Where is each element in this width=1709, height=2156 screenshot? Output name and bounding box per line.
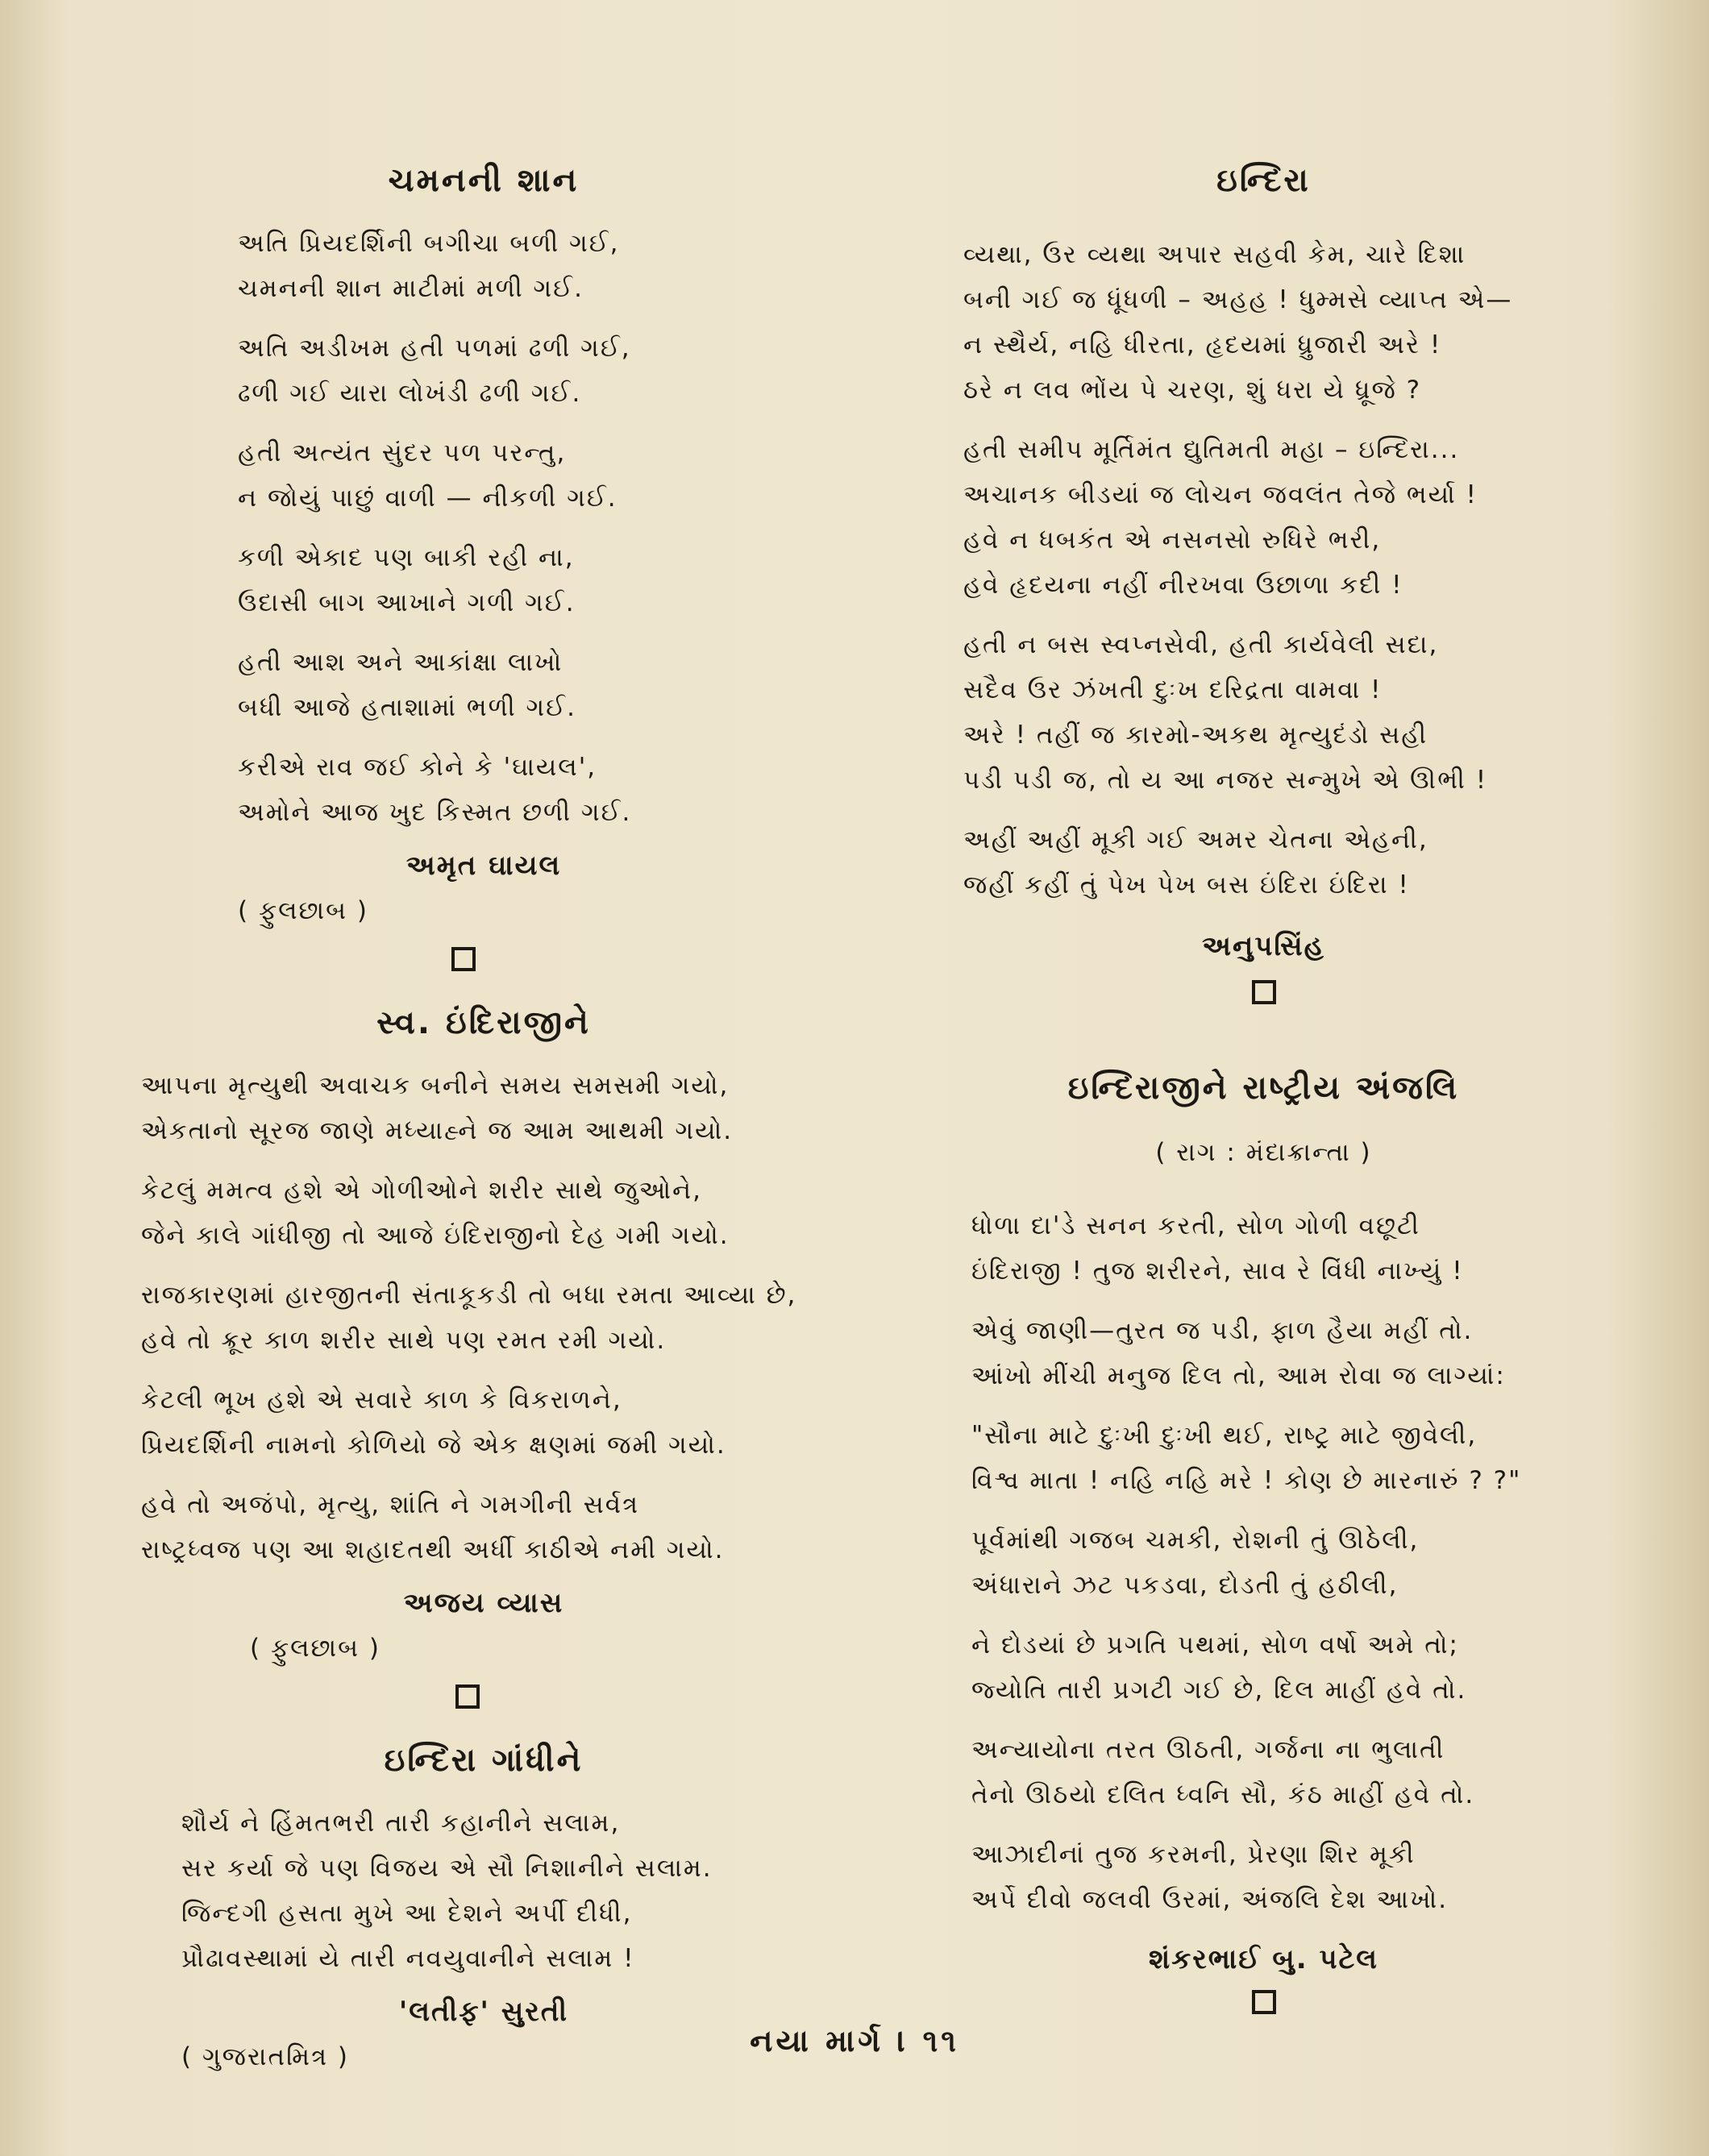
poem-line: પૂર્વમાંથી ગજબ ચમકી, રોશની તું ઊઠેલી, [971, 1526, 1420, 1555]
poem-line: રાજકારણમાં હારજીતની સંતાકૂકડી તો બધા રમતા આવ્યા છે, [141, 1281, 797, 1310]
poem-line: આંખો મીંચી મનુજ દિલ તો, આમ રોવા જ લાગ્યાં: [971, 1361, 1506, 1390]
poem-line: હતી આશ અને આકાંક્ષા લાખો [238, 648, 563, 677]
poem-line: અરે ! તહીં જ કારમો-અકથ મૃત્યુદંડો સહી [963, 721, 1428, 750]
poem-source: ( ફુલછાબ ) [238, 896, 368, 925]
poem-line: જહીં કહીં તું પેખ પેખ બસ ઇંદિરા ઇંદિરા ! [963, 870, 1410, 899]
stanza [141, 1273, 806, 1363]
stanza [129, 640, 806, 730]
poem-line: હવે ન ધબકંત એ નસનસો રુધિરે ભરી, [963, 525, 1382, 555]
poem-line: હવે તો અજંપો, મૃત્યુ, શાંતિ ને ગમગીની સર્વત્ર [141, 1490, 640, 1519]
poem-line: અમોને આજ ખુદ કિસ્મત છળી ગઈ. [238, 798, 632, 827]
poem-line: ચમનની શાન માટીમાં મળી ગઈ. [238, 274, 584, 303]
poem-line: કળી એકાદ પણ બાકી રહી ના, [238, 543, 575, 572]
poem-line: અન્યાયોના તરત ઊઠતી, ગર્જના ના ભુલાતી [971, 1735, 1445, 1764]
poem-title: ચમનની શાન [388, 162, 580, 199]
poem-line: સર કર્યા જે પણ વિજય એ સૌ નિશાનીને સલામ. [181, 1854, 713, 1883]
poem-author: 'લતીફ' સુરતી [398, 1996, 569, 2028]
poem-title: ઇન્દિરાજીને રાષ્ટ્રીય અંજલિ [1067, 1070, 1460, 1107]
stanza [129, 326, 806, 416]
poem-title: સ્વ. ઇંદિરાજીને [376, 1004, 591, 1041]
poem-line: હવે તો ક્રૂર કાળ શરીર સાથે પણ રમત રમી ગયો. [141, 1326, 667, 1355]
stanza [971, 1832, 1572, 1922]
poem-author: શંકરભાઈ બુ. પટેલ [1148, 1943, 1379, 1975]
stanza [181, 1801, 806, 1981]
poem-line: અર્પે દીવો જલવી ઉરમાં, અંજલિ દેશ આખો. [971, 1885, 1449, 1914]
poem-line: શૌર્ય ને હિંમતભરી તારી કહાનીને સલામ, [181, 1809, 621, 1838]
stanza [971, 1203, 1572, 1294]
poem-source: ( ગુજરાતમિત્ર ) [181, 2042, 349, 2071]
poem-author: અનુપસિંહ [1202, 930, 1325, 962]
stanza [971, 1727, 1572, 1817]
poem-line: હવે હૃદયના નહીં નીરખવા ઉછાળા કદી ! [963, 571, 1403, 600]
stanza [129, 745, 806, 835]
poem-line: એકતાનો સૂરજ જાણે મધ્યાહ્ને જ આમ આથમી ગયો. [141, 1116, 734, 1145]
poem-title: ઇન્દિરા [1216, 162, 1311, 199]
poem-line: રાષ્ટ્રધ્વજ પણ આ શહાદતથી અર્ધી કાઠીએ નમી ગયો. [141, 1535, 725, 1564]
stanza [971, 1413, 1572, 1503]
stanza [129, 221, 806, 311]
poem-line: વ્યથા, ઉર વ્યથા અપાર સહવી કેમ, ચારે દિશા [963, 240, 1466, 269]
poem-line: અંધારાને ઝટ પકડવા, દોડતી તું હઠીલી, [971, 1571, 1399, 1600]
stanza [971, 1518, 1572, 1608]
poem-source: ( ફુલછાબ ) [250, 1634, 380, 1663]
poem-line: હતી અત્યંત સુંદર પળ પરન્તુ, [238, 438, 567, 467]
poem-line: ન જોયું પાછું વાળી — નીકળી ગઈ. [238, 484, 617, 513]
poem-rashtriya-anjali [955, 1069, 1572, 1975]
poem-line: કરીએ રાવ જઈ કોને કે 'ઘાયલ', [238, 753, 597, 782]
poem-line: અતિ અડીખમ હતી પળમાં ઢળી ગઈ, [238, 334, 631, 363]
poem-line: એવું જાણી—તુરત જ પડી, ફાળ હૈયા મહીં તો. [971, 1316, 1474, 1345]
poem-line: કેટલી ભૂખ હશે એ સવારે કાળ કે વિકરાળને, [141, 1385, 622, 1414]
poem-line: ને દોડયાં છે પ્રગતિ પથમાં, સોળ વર્ષો અમે તો; [971, 1631, 1459, 1660]
poem-title: ઇન્દિરા ગાંધીને [384, 1742, 584, 1779]
left-column [129, 161, 806, 2093]
poem-line: અતિ પ્રિયદર્શિની બગીચા બળી ગઈ, [238, 229, 620, 258]
stanza [141, 1377, 806, 1468]
poem-line: અચાનક બીડયાં જ લોચન જવલંત તેજે ભર્યા ! [963, 480, 1478, 509]
section-separator-box [451, 947, 476, 971]
poem-line: હતી ન બસ સ્વપ્નસેવી, હતી કાર્યવેલી સદા, [963, 630, 1439, 659]
right-column [955, 161, 1572, 2046]
poem-line: પ્રિયદર્શિની નામનો કોળિયો જે એક ક્ષણમાં જમી ગયો. [141, 1431, 726, 1460]
stanza [129, 535, 806, 625]
poem-body [129, 221, 806, 835]
poem-line: જ્યોતિ તારી પ્રગટી ગઈ છે, દિલ માહીં હવે તો. [971, 1676, 1467, 1705]
stanza [963, 622, 1572, 803]
poem-line: અહીં અહીં મૂકી ગઈ અમર ચેતના એહની, [963, 825, 1428, 854]
poem-line: ન સ્થૈર્ય, નહિ ધીરતા, હૃદયમાં ધ્રુજારી અરે ! [963, 330, 1442, 359]
poem-line: બધી આજે હતાશામાં ભળી ગઈ. [238, 693, 576, 722]
poem-line: જિન્દગી હસતા મુખે આ દેશને અર્પી દીધી, [181, 1899, 633, 1928]
poem-line: જેને કાલે ગાંધીજી તો આજે ઇંદિરાજીનો દેહ ગમી ગયો. [141, 1221, 730, 1250]
poem-body [971, 1203, 1572, 1922]
stanza [971, 1308, 1572, 1398]
poem-line: ધોળા દા'ડે સનન કરતી, સોળ ગોળી વછૂટી [971, 1211, 1420, 1240]
stanza [129, 430, 806, 521]
poem-line: તેનો ઊઠયો દલિત ધ્વનિ સૌ, કંઠ માહીં હવે તો. [971, 1780, 1475, 1809]
page-footer: નયા માર્ગ । ૧૧ [750, 2023, 959, 2058]
poem-line: આપના મૃત્યુથી અવાચક બનીને સમય સમસમી ગયો, [141, 1071, 730, 1100]
poem-line: ઠરે ન લવ ભોંય પે ચરણ, શું ધરા યે ધ્રૂજે ? [963, 376, 1422, 405]
poem-chaman-ni-shaan [129, 161, 806, 926]
stanza [141, 1482, 806, 1572]
stanza [963, 817, 1572, 908]
stanza [963, 232, 1572, 413]
poem-line: સદૈવ ઉર ઝંખતી દુઃખ દરિદ્રતા વામવા ! [963, 675, 1383, 704]
poem-line: "સૌના માટે દુઃખી દુઃખી થઈ, રાષ્ટ્ર માટે જીવેલી, [971, 1421, 1478, 1450]
poem-body [963, 232, 1572, 908]
poem-line: પડી પડી જ, તો ય આ નજર સન્મુખે એ ઊભી ! [963, 766, 1488, 795]
poem-body [181, 1801, 806, 1981]
poem-line: વિશ્વ માતા ! નહિ નહિ મરે ! કોણ છે મારનારું ? ?" [971, 1466, 1522, 1495]
poem-line: હતી સમીપ મૂર્તિમંત દ્યુતિમતી મહા – ઇન્દિરા... [963, 435, 1460, 464]
poem-line: ઉદાસી બાગ આખાને ગળી ગઈ. [238, 588, 576, 617]
poem-raga: ( રાગ : મંદાક્રાન્તા ) [1155, 1138, 1372, 1167]
stanza [963, 427, 1572, 608]
poem-line: ઢળી ગઈ યારા લોખંડી ઢળી ગઈ. [238, 379, 582, 408]
section-separator-box [455, 1685, 480, 1709]
section-separator-box [1252, 1990, 1276, 2014]
stanza [971, 1622, 1572, 1713]
poem-line: બની ગઈ જ ધૂંધળી – અહહ ! ધુમ્મસે વ્યાપ્ત એ— [963, 285, 1513, 314]
poem-body [141, 1063, 806, 1572]
poem-line: આઝાદીનાં તુજ કરમની, પ્રેરણા શિર મૂકી [971, 1840, 1416, 1869]
poem-line: પ્રૌઢાવસ્થામાં યે તારી નવયુવાનીને સલામ ! [181, 1944, 635, 1973]
poem-indira [955, 161, 1572, 962]
poem-line: ઇંદિરાજી ! તુજ શરીરને, સાવ રે વિંધી નાખ્યું ! [971, 1257, 1464, 1286]
poem-line: કેટલું મમત્વ હશે એ ગોળીઓને શરીર સાથે જુઓને, [141, 1176, 702, 1205]
poem-sva-indirajine [129, 1003, 806, 1664]
poem-author: અજય વ્યાસ [403, 1587, 564, 1619]
poem-author: અમૃત ઘાયલ [405, 850, 562, 882]
stanza [141, 1063, 806, 1153]
stanza [141, 1168, 806, 1258]
section-separator-box [1252, 980, 1276, 1004]
